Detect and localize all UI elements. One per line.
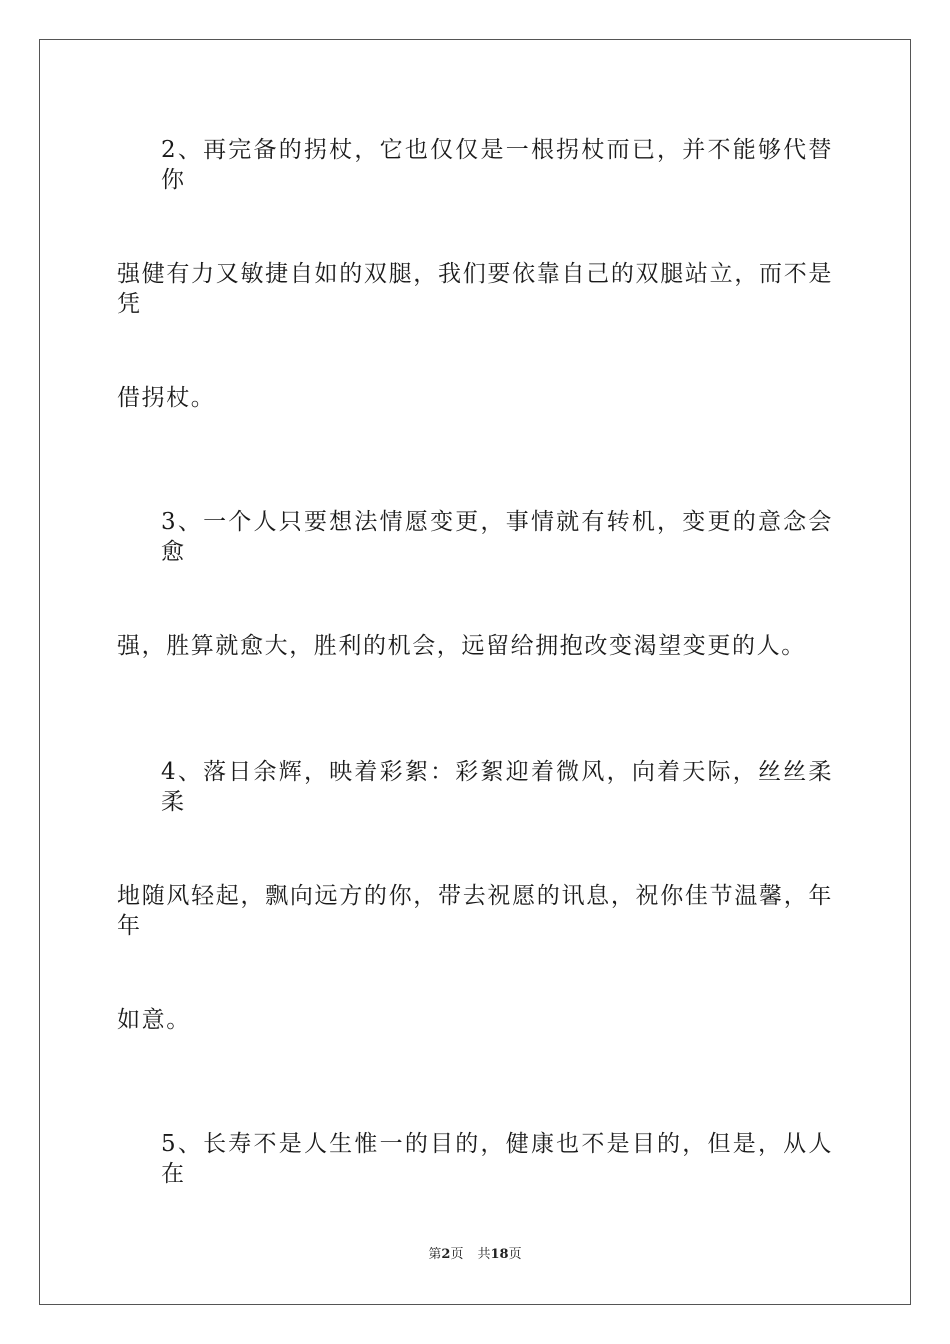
paragraph-2-line-2: 强健有力又敏捷自如的双腿，我们要依靠自己的双腿站立，而不是凭: [117, 261, 833, 317]
paragraph-3-line-2: 强，胜算就愈大，胜利的机会，远留给拥抱改变渴望变更的人。: [117, 633, 806, 659]
paragraph-3-line-1: 3、一个人只要想法情愿变更，事情就有转机，变更的意念会愈: [161, 509, 833, 565]
footer-total-suffix: 页: [508, 1247, 522, 1262]
paragraph-4-line-1: 4、落日余辉，映着彩絮：彩絮迎着微风，向着天际，丝丝柔柔: [161, 759, 833, 815]
paragraph-2-line-3: 借拐杖。: [117, 385, 216, 411]
footer-page-prefix: 第: [428, 1247, 442, 1262]
paragraph-4-line-3: 如意。: [117, 1007, 191, 1033]
paragraph-4-line-2: 地随风轻起，飘向远方的你，带去祝愿的讯息，祝你佳节温馨，年年: [117, 883, 833, 939]
page-footer: [0, 1246, 950, 1264]
paragraph-2-line-1: 2、再完备的拐杖，它也仅仅是一根拐杖而已，并不能够代替你: [161, 137, 833, 193]
page-border: [39, 39, 911, 1305]
footer-total-prefix: 共: [477, 1247, 491, 1262]
footer-page-suffix: 页: [450, 1247, 464, 1262]
footer-page-number: 2: [441, 1247, 451, 1262]
paragraph-5-line-1: 5、长寿不是人生惟一的目的，健康也不是目的，但是，从人在: [161, 1131, 833, 1187]
footer-total-pages: 18: [490, 1247, 509, 1262]
